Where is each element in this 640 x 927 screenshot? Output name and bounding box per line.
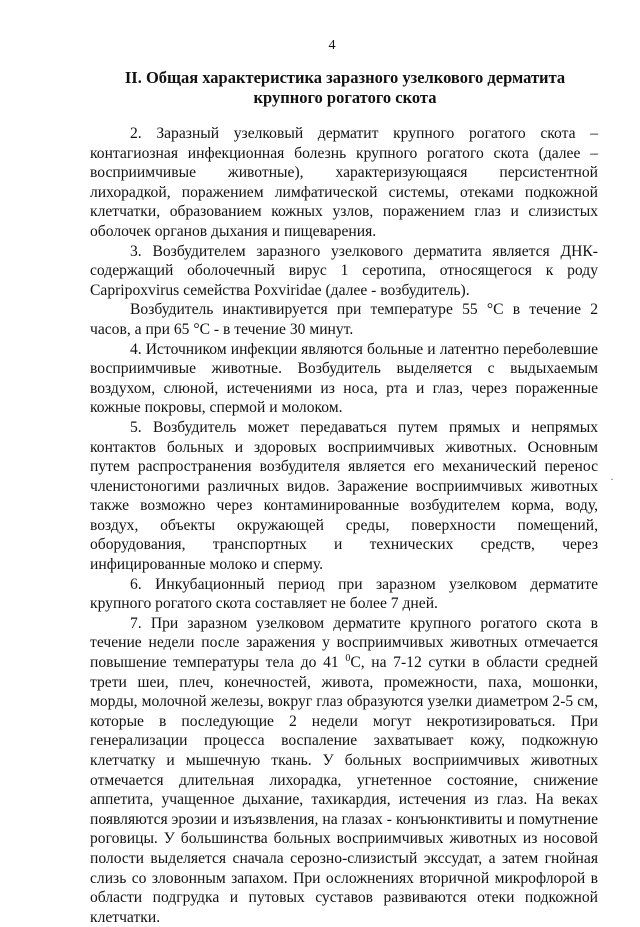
paragraph-7-part-2: С, на 7-12 сутки в области средней трети шеи, плеч, конечностей, живота, промежности, паха, мошонки, морды, молочной железы, вокруг глаз образуются узелки диаметром 2-5 см, которые в последующие 2 недели могут некротизироваться. При генерализации процесса воспаление захватывает кожу, подкожную клетчатку и мышечную ткань. У больных восприимчивых животных отмечается длительная лихорадка, угнетенное состояние, снижение аппетита, учащенное дыхание, тахикардия, истечения из глаз. На веках появляются эрозии и изъязвления, на глазах - конъюнктивиты и помутнение роговицы. У большинства больных восприимчивых животных из носовой полости выделяется сначала серозно-слизистый экссудат, а затем гнойная слизь со зловонным запахом. При осложнениях вторичной микрофлорой в области подгрудка и путовых суставов развиваются отеки подкожной клетчатки.: [90, 654, 598, 926]
body-text: [90, 124, 598, 927]
section-title-line-2: крупного рогатого скота: [253, 88, 437, 107]
paragraph-5: 5. Возбудитель может передаваться путем прямых и непрямых контактов больных и здоровых восприимчивых животных. Основным путем распространения возбудителя является его механический перенос членистоногими различных видов. Заражение восприимчивых животных также возможно через контаминированные возбудителем корма, воду, воздух, объекты окружающей среды, поверхности помещений, оборудования, транспортных и технических средств, через инфицированные молоко и сперму.: [90, 418, 598, 574]
section-title: [90, 68, 600, 108]
section-title-line-1: II. Общая характеристика заразного узелкового дерматита: [124, 68, 566, 87]
margin-tick-mark: ·: [610, 472, 614, 486]
paragraph-6: 6. Инкубационный период при заразном узелковом дерматите крупного рогатого скота составляет не более 7 дней.: [90, 575, 598, 613]
paragraph-7-part-1: 7. При заразном узелковом дерматите крупного рогатого скота в течение недели после заражения у восприимчивых животных отмечается повышение температуры тела до 41: [90, 614, 598, 672]
paragraph-7: [90, 614, 598, 927]
paragraph-3-continued: Возбудитель инактивируется при температуре 55 °С в течение 2 часов, а при 65 °С - в течение 30 минут.: [90, 301, 598, 338]
page-number: 4: [328, 38, 336, 53]
degree-superscript: 0: [345, 652, 351, 664]
paragraph-4: 4. Источником инфекции являются больные и латентно переболевшие восприимчивые животные. Возбудитель выделяется с выдыхаемым воздухом, слюной, истечениями из носа, рта и глаз, через пораженные кожные покровы, спермой и молоком.: [90, 340, 598, 417]
paragraph-3: 3. Возбудителем заразного узелкового дерматита является ДНК-содержащий оболочечный вирус 1 серотипа, относящегося к роду Capripoxvirus семейства Poxviridae (далее - возбудитель).: [90, 242, 598, 299]
paragraph-2: 2. Заразный узелковый дерматит крупного рогатого скота – контагиозная инфекционная болезнь крупного рогатого скота (далее – восприимчивые животные), характеризующаяся персистентной лихорадкой, поражением лимфатической системы, отеками подкожной клетчатки, образованием кожных узлов, поражением глаз и слизистых оболочек органов дыхания и пищеварения.: [90, 125, 598, 240]
